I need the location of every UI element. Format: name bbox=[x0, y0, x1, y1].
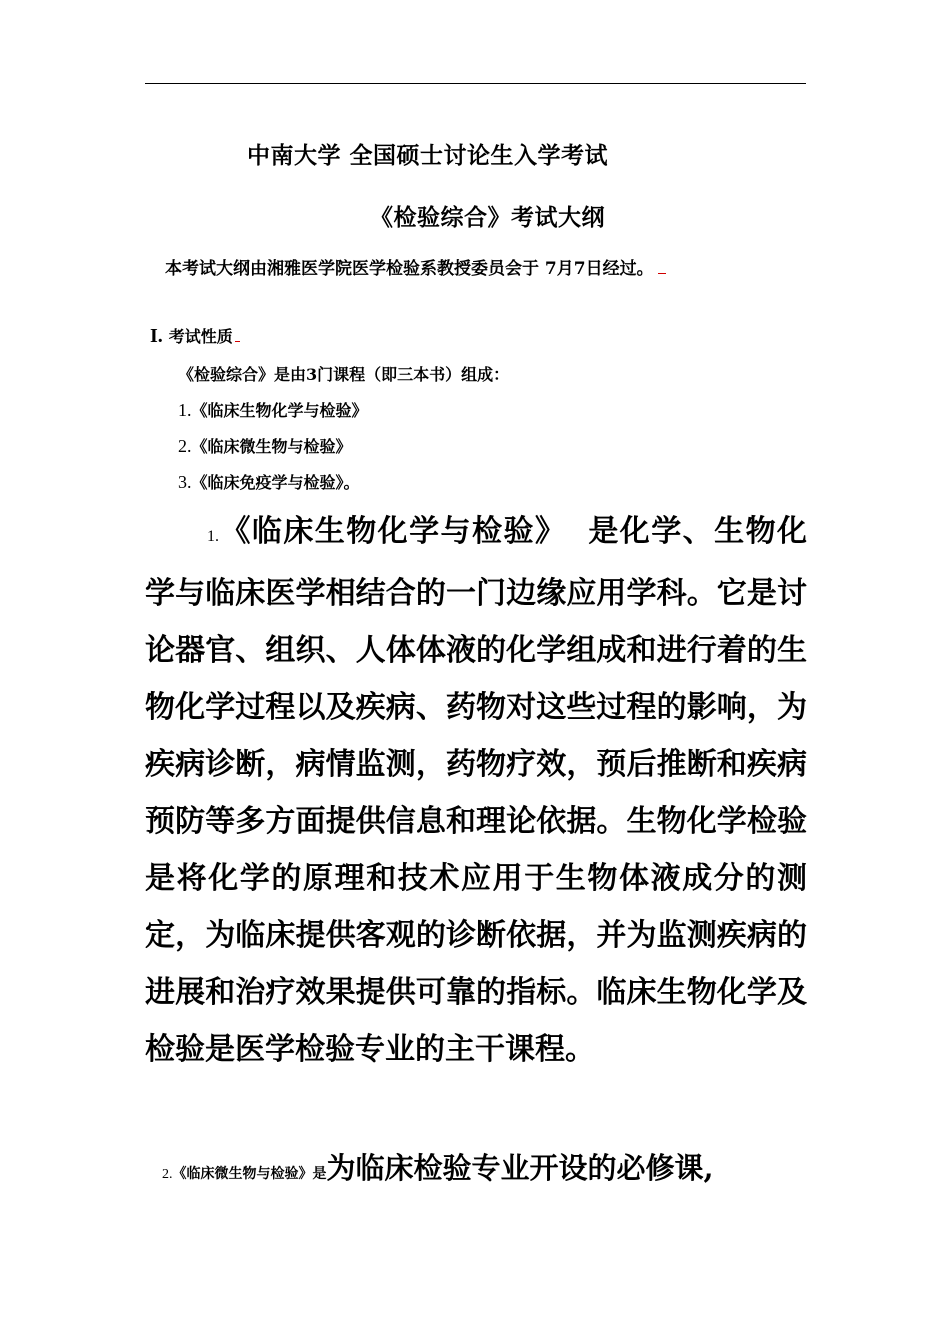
paragraph-microbiology bbox=[162, 1146, 714, 1187]
list-item bbox=[178, 398, 368, 434]
edit-mark bbox=[235, 341, 240, 342]
list-item bbox=[178, 434, 368, 470]
list-item-number: 2. bbox=[178, 436, 192, 456]
book-title: 《临床微生物与检验》是 bbox=[172, 1166, 327, 1182]
paragraph-biochemistry bbox=[145, 503, 807, 1078]
list-item-text: 《临床生物化学与检验》 bbox=[191, 401, 368, 420]
paragraph-number: 2. bbox=[162, 1167, 173, 1182]
book-title: 《临床生物化学与检验》 bbox=[219, 514, 567, 549]
list-item-number: 1. bbox=[178, 400, 192, 420]
approval-note bbox=[165, 254, 666, 279]
list-item-text: 《临床免疫学与检验》。 bbox=[191, 473, 360, 492]
approval-note-text: 本考试大纲由湘雅医学院医学检验系教授委员会于 7月7日经过。 bbox=[165, 259, 654, 279]
paragraph-number: 1. bbox=[207, 528, 219, 545]
paragraph-text: 为临床检验专业开设的必修课, bbox=[326, 1151, 714, 1185]
list-item-number: 3. bbox=[178, 472, 192, 492]
section-intro: 《检验综合》是由3门课程（即三本书）组成： bbox=[178, 365, 510, 384]
paragraph-lead bbox=[162, 1166, 327, 1182]
list-item bbox=[178, 470, 368, 506]
list-item-text: 《临床微生物与检验》 bbox=[191, 437, 352, 456]
paragraph-text: 是化学、生物化学与临床医学相结合的一门边缘应用学科。它是讨论器官、组织、人体体液的化学组成和进行着的生物化学过程以及疾病、药物对这些过程的影响，为疾病诊断，病情监测，药物疗效，预后推断和疾病预防等多方面提供信息和理论依据。生物化学检验是将化学的原理和技术应用于生物体液成分的测定，为临床提供客观的诊断依据，并为监测疾病的进展和治疗效果提供可靠的指标。临床生物化学及检验是医学检验专业的主干课程。 bbox=[145, 514, 808, 1067]
section-heading bbox=[150, 324, 240, 348]
course-list bbox=[178, 398, 368, 506]
header-rule bbox=[145, 83, 806, 84]
document-subtitle: 《检验综合》考试大纲 bbox=[370, 204, 605, 231]
edit-mark bbox=[658, 273, 666, 274]
document-title: 中南大学 全国硕士讨论生入学考试 bbox=[247, 142, 609, 169]
section-heading-text: 考试性质 bbox=[168, 327, 233, 346]
section-number: I. bbox=[150, 325, 163, 347]
